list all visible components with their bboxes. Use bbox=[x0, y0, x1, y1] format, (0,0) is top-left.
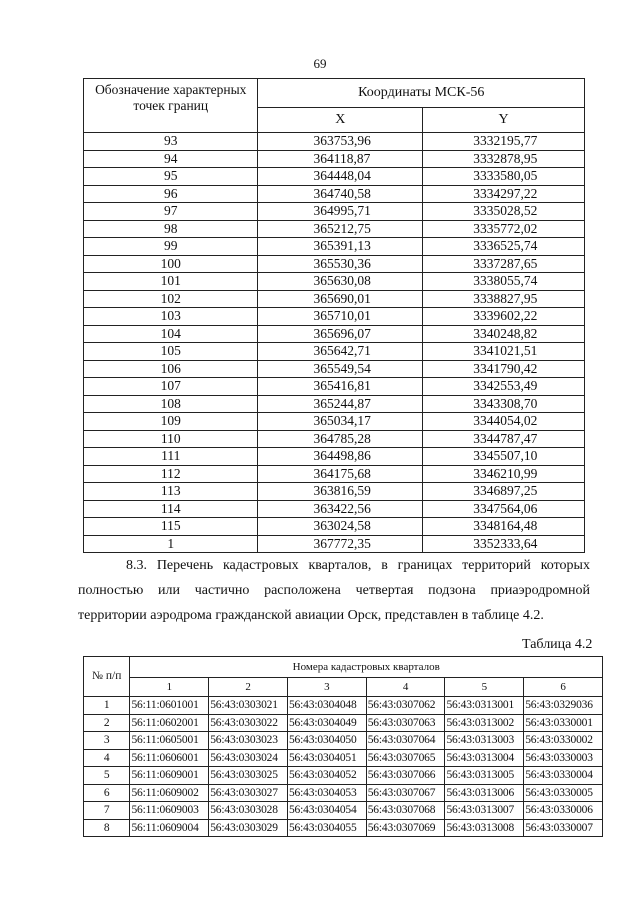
point-id-cell: 96 bbox=[84, 185, 258, 203]
point-id-cell: 99 bbox=[84, 238, 258, 256]
cadastral-number-cell: 56:43:0304051 bbox=[287, 749, 366, 767]
header-quarter-numbers: Номера кадастровых кварталов bbox=[130, 657, 603, 678]
paragraph-word: или bbox=[158, 583, 181, 598]
x-coordinate-cell: 364448,04 bbox=[258, 168, 423, 186]
x-coordinate-cell: 365710,01 bbox=[258, 308, 423, 326]
row-number-cell: 5 bbox=[84, 767, 130, 785]
paragraph-word: расположена bbox=[264, 583, 341, 598]
cadastral-number-cell: 56:43:0304049 bbox=[287, 714, 366, 732]
cadastral-number-cell: 56:11:0609004 bbox=[130, 819, 209, 837]
row-number-cell: 1 bbox=[84, 697, 130, 715]
column-number-row bbox=[84, 677, 603, 696]
x-coordinate-cell: 365696,07 bbox=[258, 325, 423, 343]
section-paragraph bbox=[78, 553, 590, 628]
y-coordinate-cell: 3352333,64 bbox=[423, 535, 585, 553]
point-id-cell: 95 bbox=[84, 168, 258, 186]
table-row bbox=[84, 819, 603, 837]
row-number-cell: 4 bbox=[84, 749, 130, 767]
point-id-cell: 112 bbox=[84, 465, 258, 483]
paragraph-word: границах bbox=[397, 558, 453, 573]
cadastral-number-cell: 56:43:0304048 bbox=[287, 697, 366, 715]
cadastral-number-cell: 56:43:0330004 bbox=[524, 767, 603, 785]
point-id-cell: 103 bbox=[84, 308, 258, 326]
table-row bbox=[84, 784, 603, 802]
header-x: X bbox=[258, 107, 423, 132]
y-coordinate-cell: 3334297,22 bbox=[423, 185, 585, 203]
x-coordinate-cell: 365549,54 bbox=[258, 360, 423, 378]
x-coordinate-cell: 364995,71 bbox=[258, 203, 423, 221]
point-id-cell: 98 bbox=[84, 220, 258, 238]
y-coordinate-cell: 3345507,10 bbox=[423, 448, 585, 466]
x-coordinate-cell: 363422,56 bbox=[258, 500, 423, 518]
x-coordinate-cell: 365690,01 bbox=[258, 290, 423, 308]
table-row bbox=[84, 133, 585, 151]
cadastral-number-cell: 56:43:0303023 bbox=[209, 732, 288, 750]
paragraph-word: подзона bbox=[428, 583, 476, 598]
column-number-header: 1 bbox=[130, 677, 209, 696]
cadastral-number-cell: 56:43:0303022 bbox=[209, 714, 288, 732]
y-coordinate-cell: 3346897,25 bbox=[423, 483, 585, 501]
cadastral-number-cell: 56:43:0307068 bbox=[366, 802, 445, 820]
y-coordinate-cell: 3332195,77 bbox=[423, 133, 585, 151]
table-row bbox=[84, 220, 585, 238]
cadastral-number-cell: 56:43:0307063 bbox=[366, 714, 445, 732]
y-coordinate-cell: 3332878,95 bbox=[423, 150, 585, 168]
cadastral-number-cell: 56:43:0303025 bbox=[209, 767, 288, 785]
column-number-header: 5 bbox=[445, 677, 524, 696]
page-number: 69 bbox=[313, 56, 327, 71]
cadastral-number-cell: 56:43:0303028 bbox=[209, 802, 288, 820]
paragraph-word: кадастровых bbox=[222, 558, 299, 573]
header-y: Y bbox=[423, 107, 585, 132]
table-row bbox=[84, 290, 585, 308]
cadastral-number-cell: 56:43:0313008 bbox=[445, 819, 524, 837]
point-id-cell: 110 bbox=[84, 430, 258, 448]
y-coordinate-cell: 3344054,02 bbox=[423, 413, 585, 431]
row-number-cell: 6 bbox=[84, 784, 130, 802]
table-row bbox=[84, 535, 585, 553]
point-id-cell: 109 bbox=[84, 413, 258, 431]
y-coordinate-cell: 3333580,05 bbox=[423, 168, 585, 186]
cadastral-number-cell: 56:43:0303029 bbox=[209, 819, 288, 837]
table-row bbox=[84, 150, 585, 168]
y-coordinate-cell: 3343308,70 bbox=[423, 395, 585, 413]
cadastral-number-cell: 56:43:0303027 bbox=[209, 784, 288, 802]
column-number-header: 6 bbox=[524, 677, 603, 696]
table-row bbox=[84, 203, 585, 221]
header-coordinate-system: Координаты МСК-56 bbox=[258, 79, 585, 108]
table-row bbox=[84, 767, 603, 785]
point-id-cell: 100 bbox=[84, 255, 258, 273]
paragraph-word: Перечень bbox=[156, 558, 214, 573]
cadastral-number-cell: 56:43:0307066 bbox=[366, 767, 445, 785]
point-id-cell: 111 bbox=[84, 448, 258, 466]
cadastral-number-cell: 56:43:0304054 bbox=[287, 802, 366, 820]
y-coordinate-cell: 3335028,52 bbox=[423, 203, 585, 221]
x-coordinate-cell: 364118,87 bbox=[258, 150, 423, 168]
x-coordinate-cell: 363816,59 bbox=[258, 483, 423, 501]
cadastral-number-cell: 56:11:0609002 bbox=[130, 784, 209, 802]
table-row bbox=[84, 395, 585, 413]
x-coordinate-cell: 363024,58 bbox=[258, 518, 423, 536]
point-id-cell: 114 bbox=[84, 500, 258, 518]
point-id-cell: 94 bbox=[84, 150, 258, 168]
x-coordinate-cell: 365416,81 bbox=[258, 378, 423, 396]
cadastral-number-cell: 56:43:0313007 bbox=[445, 802, 524, 820]
cadastral-number-cell: 56:43:0303024 bbox=[209, 749, 288, 767]
point-id-cell: 106 bbox=[84, 360, 258, 378]
y-coordinate-cell: 3337287,65 bbox=[423, 255, 585, 273]
x-coordinate-cell: 365244,87 bbox=[258, 395, 423, 413]
point-id-cell: 104 bbox=[84, 325, 258, 343]
cadastral-number-cell: 56:11:0606001 bbox=[130, 749, 209, 767]
paragraph-word: кварталов, bbox=[308, 558, 372, 573]
row-number-cell: 3 bbox=[84, 732, 130, 750]
cadastral-number-cell: 56:11:0605001 bbox=[130, 732, 209, 750]
table-row bbox=[84, 430, 585, 448]
cadastral-number-cell: 56:43:0303021 bbox=[209, 697, 288, 715]
paragraph-word: в bbox=[381, 558, 388, 573]
cadastral-number-cell: 56:43:0313002 bbox=[445, 714, 524, 732]
y-coordinate-cell: 3348164,48 bbox=[423, 518, 585, 536]
x-coordinate-cell: 365630,08 bbox=[258, 273, 423, 291]
y-coordinate-cell: 3339602,22 bbox=[423, 308, 585, 326]
y-coordinate-cell: 3346210,99 bbox=[423, 465, 585, 483]
paragraph-word: частично bbox=[194, 583, 250, 598]
cadastral-number-cell: 56:43:0330007 bbox=[524, 819, 603, 837]
point-id-cell: 102 bbox=[84, 290, 258, 308]
cadastral-number-cell: 56:43:0329036 bbox=[524, 697, 603, 715]
y-coordinate-cell: 3341790,42 bbox=[423, 360, 585, 378]
table-row bbox=[84, 343, 585, 361]
header-point-label: Обозначение характерных точек границ bbox=[84, 79, 258, 133]
y-coordinate-cell: 3335772,02 bbox=[423, 220, 585, 238]
cadastral-number-cell: 56:43:0307062 bbox=[366, 697, 445, 715]
cadastral-number-cell: 56:43:0313003 bbox=[445, 732, 524, 750]
cadastral-number-cell: 56:43:0304055 bbox=[287, 819, 366, 837]
table-row bbox=[84, 325, 585, 343]
point-id-cell: 115 bbox=[84, 518, 258, 536]
table-row bbox=[84, 483, 585, 501]
table-row bbox=[84, 360, 585, 378]
paragraph-word: полностью bbox=[78, 583, 144, 598]
point-id-cell: 113 bbox=[84, 483, 258, 501]
table-row bbox=[84, 185, 585, 203]
paragraph-word: территорий bbox=[462, 558, 531, 573]
cadastral-number-cell: 56:43:0330005 bbox=[524, 784, 603, 802]
cadastral-number-cell: 56:11:0609001 bbox=[130, 767, 209, 785]
x-coordinate-cell: 365642,71 bbox=[258, 343, 423, 361]
table-row bbox=[84, 448, 585, 466]
cadastral-number-cell: 56:43:0307069 bbox=[366, 819, 445, 837]
paragraph-word: приаэродромной bbox=[490, 583, 590, 598]
y-coordinate-cell: 3344787,47 bbox=[423, 430, 585, 448]
table-row bbox=[84, 500, 585, 518]
table-row bbox=[84, 378, 585, 396]
cadastral-number-cell: 56:43:0307067 bbox=[366, 784, 445, 802]
point-id-cell: 1 bbox=[84, 535, 258, 553]
x-coordinate-cell: 365391,13 bbox=[258, 238, 423, 256]
cadastral-number-cell: 56:11:0601001 bbox=[130, 697, 209, 715]
point-id-cell: 108 bbox=[84, 395, 258, 413]
paragraph-line-1 bbox=[78, 553, 590, 578]
table-row bbox=[84, 749, 603, 767]
x-coordinate-cell: 364785,28 bbox=[258, 430, 423, 448]
y-coordinate-cell: 3340248,82 bbox=[423, 325, 585, 343]
row-number-cell: 2 bbox=[84, 714, 130, 732]
y-coordinate-cell: 3336525,74 bbox=[423, 238, 585, 256]
x-coordinate-cell: 364740,58 bbox=[258, 185, 423, 203]
cadastral-number-cell: 56:11:0602001 bbox=[130, 714, 209, 732]
table-row bbox=[84, 273, 585, 291]
table-row bbox=[84, 255, 585, 273]
table-row bbox=[84, 413, 585, 431]
x-coordinate-cell: 367772,35 bbox=[258, 535, 423, 553]
table-row bbox=[84, 697, 603, 715]
cadastral-number-cell: 56:43:0304053 bbox=[287, 784, 366, 802]
cadastral-number-cell: 56:43:0304052 bbox=[287, 767, 366, 785]
paragraph-word: 8.3. bbox=[126, 558, 147, 573]
cadastral-number-cell: 56:43:0313006 bbox=[445, 784, 524, 802]
table-row bbox=[84, 802, 603, 820]
header-row-number: № п/п bbox=[84, 657, 130, 697]
row-number-cell: 7 bbox=[84, 802, 130, 820]
paragraph-line-2 bbox=[78, 578, 590, 603]
x-coordinate-cell: 365212,75 bbox=[258, 220, 423, 238]
point-id-cell: 107 bbox=[84, 378, 258, 396]
paragraph-word: которых bbox=[540, 558, 590, 573]
cadastral-number-cell: 56:43:0307064 bbox=[366, 732, 445, 750]
table-row bbox=[84, 732, 603, 750]
x-coordinate-cell: 363753,96 bbox=[258, 133, 423, 151]
y-coordinate-cell: 3338827,95 bbox=[423, 290, 585, 308]
point-id-cell: 105 bbox=[84, 343, 258, 361]
cadastral-number-cell: 56:43:0330002 bbox=[524, 732, 603, 750]
cadastral-number-cell: 56:43:0304050 bbox=[287, 732, 366, 750]
cadastral-number-cell: 56:43:0313005 bbox=[445, 767, 524, 785]
column-number-header: 2 bbox=[209, 677, 288, 696]
y-coordinate-cell: 3342553,49 bbox=[423, 378, 585, 396]
y-coordinate-cell: 3341021,51 bbox=[423, 343, 585, 361]
table-row bbox=[84, 465, 585, 483]
x-coordinate-cell: 365530,36 bbox=[258, 255, 423, 273]
table-caption: Таблица 4.2 bbox=[522, 637, 593, 652]
table-row bbox=[84, 168, 585, 186]
cadastral-number-cell: 56:43:0313004 bbox=[445, 749, 524, 767]
y-coordinate-cell: 3338055,74 bbox=[423, 273, 585, 291]
paragraph-word: четвертая bbox=[355, 583, 414, 598]
coordinate-rows bbox=[84, 133, 585, 553]
paragraph-line-3: территории аэродрома гражданской авиации Орск, представлен в таблице 4.2. bbox=[78, 608, 544, 623]
x-coordinate-cell: 365034,17 bbox=[258, 413, 423, 431]
column-number-header: 3 bbox=[287, 677, 366, 696]
table-row bbox=[84, 308, 585, 326]
coordinate-table bbox=[83, 78, 585, 553]
column-number-header: 4 bbox=[366, 677, 445, 696]
cadastral-number-cell: 56:43:0330006 bbox=[524, 802, 603, 820]
cadastral-number-cell: 56:43:0307065 bbox=[366, 749, 445, 767]
quarter-rows bbox=[84, 697, 603, 837]
table-row bbox=[84, 518, 585, 536]
cadastral-number-cell: 56:43:0313001 bbox=[445, 697, 524, 715]
table-row bbox=[84, 714, 603, 732]
cadastral-number-cell: 56:43:0330001 bbox=[524, 714, 603, 732]
x-coordinate-cell: 364175,68 bbox=[258, 465, 423, 483]
x-coordinate-cell: 364498,86 bbox=[258, 448, 423, 466]
cadastral-number-cell: 56:43:0330003 bbox=[524, 749, 603, 767]
row-number-cell: 8 bbox=[84, 819, 130, 837]
y-coordinate-cell: 3347564,06 bbox=[423, 500, 585, 518]
cadastral-number-cell: 56:11:0609003 bbox=[130, 802, 209, 820]
point-id-cell: 93 bbox=[84, 133, 258, 151]
point-id-cell: 97 bbox=[84, 203, 258, 221]
table-row bbox=[84, 238, 585, 256]
point-id-cell: 101 bbox=[84, 273, 258, 291]
cadastral-quarters-table bbox=[83, 656, 603, 837]
